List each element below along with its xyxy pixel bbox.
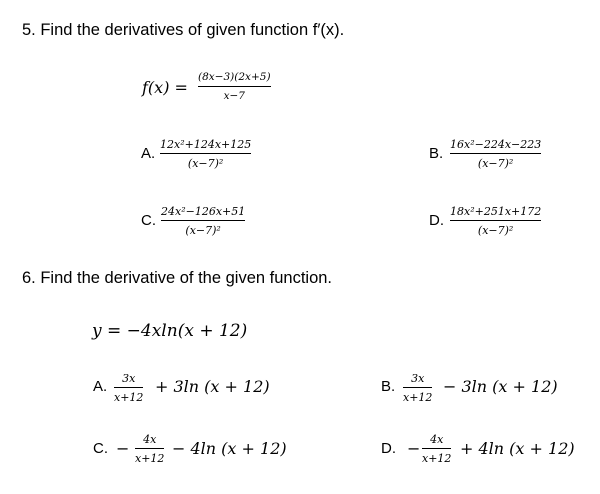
q6-option-a-fraction: [114, 372, 143, 404]
q6-option-a-rest: + 3ln (x + 12): [155, 377, 270, 396]
q6-option-c-fraction: [135, 433, 164, 465]
q6-option-c-denominator: x+12: [135, 452, 165, 465]
q5-function-lhs: f(x) =: [142, 78, 188, 97]
q5-option-c-numerator: 24x²−126x+51: [161, 205, 246, 218]
q5-function-denominator: x−7: [223, 90, 245, 102]
q5-option-a-fraction: [160, 138, 251, 170]
q5-title: 5. Find the derivatives of given function f′(x).: [22, 21, 345, 39]
q5-option-b-denominator: (x−7)²: [477, 157, 514, 170]
q6-option-a-label: A.: [93, 378, 108, 395]
q6-function: y = −4xln(x + 12): [92, 321, 248, 341]
fraction-bar: [450, 153, 541, 154]
q5-option-c-fraction: [161, 205, 245, 237]
q5-option-b-numerator: 16x²−224x−223: [450, 138, 542, 151]
q6-title: 6. Find the derivative of the given function.: [22, 269, 333, 287]
q6-option-b-rest: − 3ln (x + 12): [443, 377, 558, 396]
q6-option-c-rest: − 4ln (x + 12): [172, 439, 287, 458]
fraction-bar: [161, 220, 245, 221]
q5-function-numerator: (8x−3)(2x+5): [198, 71, 271, 83]
q5-option-a-denominator: (x−7)²: [187, 157, 224, 170]
q6-option-d-numerator: 4x: [430, 433, 444, 446]
q6-option-b-numerator: 3x: [411, 372, 425, 385]
q5-option-a-label: A.: [141, 145, 156, 162]
q5-option-b-label: B.: [429, 145, 444, 162]
fraction-bar: [422, 448, 451, 449]
q6-option-b-denominator: x+12: [403, 391, 433, 404]
fraction-bar: [135, 448, 164, 449]
q6-option-d-sign: −: [407, 439, 421, 458]
q6-option-c-sign: −: [116, 439, 130, 458]
q5-option-c-denominator: (x−7)²: [185, 224, 221, 237]
q5-option-d-denominator: (x−7)²: [477, 224, 514, 237]
q6-option-d-denominator: x+12: [422, 452, 452, 465]
q6-option-c-label: C.: [93, 440, 108, 457]
fraction-bar: [198, 86, 271, 87]
q6-option-b-label: B.: [381, 378, 396, 395]
q5-option-b-fraction: [450, 138, 541, 170]
q6-option-d-rest: + 4ln (x + 12): [460, 439, 575, 458]
q6-option-a-numerator: 3x: [122, 372, 136, 385]
q6-option-b-fraction: [403, 372, 432, 404]
q5-option-d-numerator: 18x²+251x+172: [450, 205, 542, 218]
q5-function-fraction: [198, 71, 271, 103]
q5-option-d-label: D.: [429, 212, 444, 229]
fraction-bar: [403, 387, 432, 388]
q6-option-d-label: D.: [381, 440, 396, 457]
q5-option-d-fraction: [450, 205, 541, 237]
fraction-bar: [114, 387, 143, 388]
q5-option-c-label: C.: [141, 212, 156, 229]
q5-option-a-numerator: 12x²+124x+125: [160, 138, 252, 151]
fraction-bar: [160, 153, 251, 154]
fraction-bar: [450, 220, 541, 221]
q6-option-c-numerator: 4x: [143, 433, 157, 446]
q6-option-a-denominator: x+12: [114, 391, 144, 404]
q6-option-d-fraction: [422, 433, 451, 465]
